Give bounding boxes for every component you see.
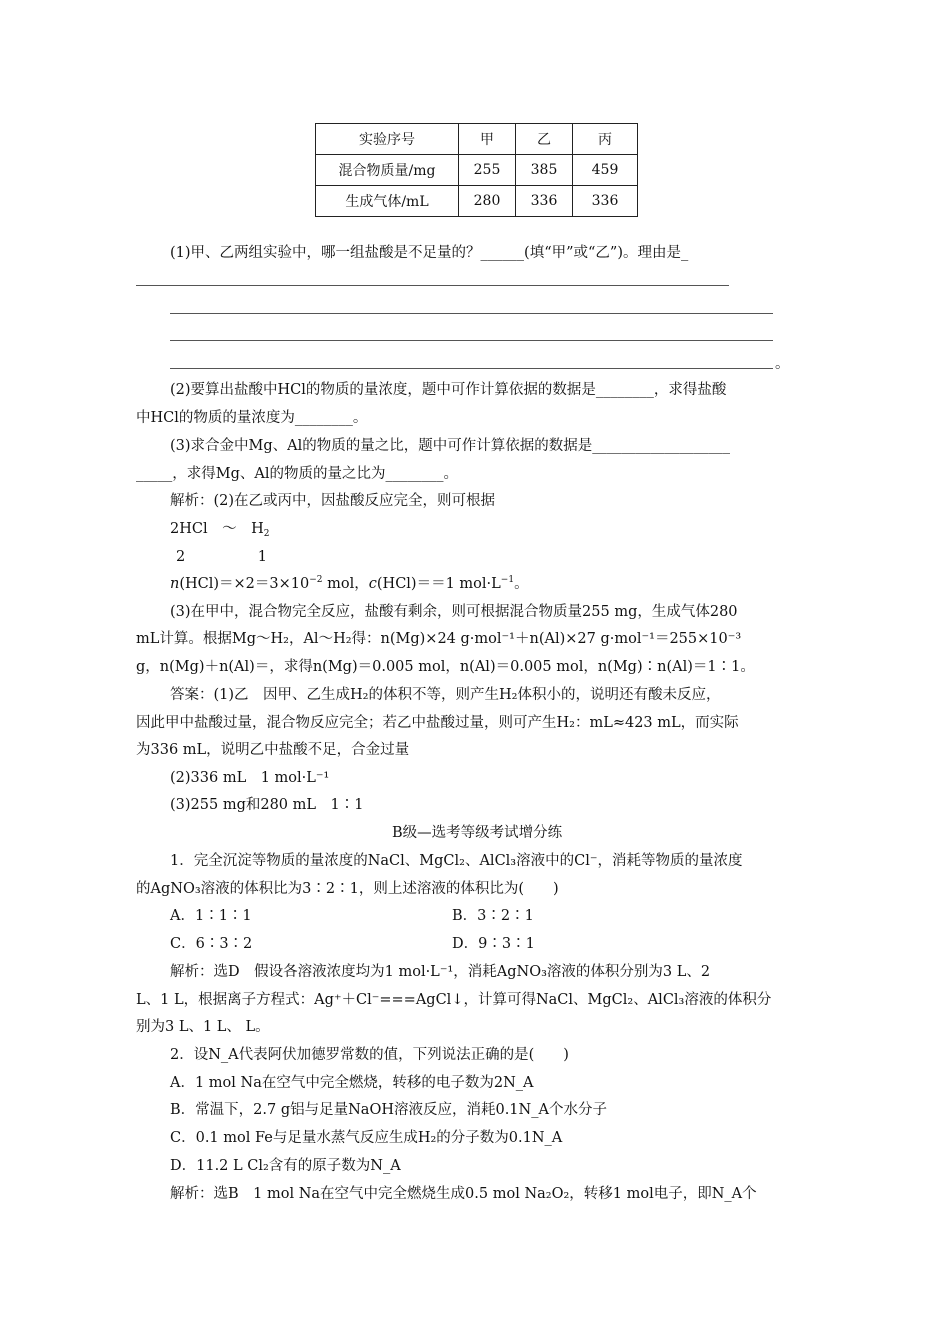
question-b2-stem: 2．设N_A代表阿伏加德罗常数的值，下列说法正确的是( ) bbox=[170, 1047, 569, 1063]
table-header-row bbox=[316, 124, 638, 155]
table-cell: 混合物质量/mg bbox=[316, 155, 459, 186]
answer-blank-line bbox=[170, 313, 773, 314]
table-row bbox=[316, 186, 638, 217]
option-c: C．6∶3∶2 bbox=[170, 936, 253, 952]
option-a: A．1∶1∶1 bbox=[170, 908, 252, 924]
table-cell: 255 bbox=[459, 155, 516, 186]
table-cell: 280 bbox=[459, 186, 516, 217]
equation-text: 2HCl ～ H bbox=[170, 521, 264, 537]
option-c: C．0.1 mol Fe与足量水蒸气反应生成H₂的分子数为0.1N_A bbox=[170, 1130, 563, 1146]
option-d: D．11.2 L Cl₂含有的原子数为N_A bbox=[170, 1158, 401, 1174]
question-3-line-2: _____，求得Mg、Al的物质的量之比为________。 bbox=[136, 466, 458, 482]
b2-analysis-line-1: 解析：选B 1 mol Na在空气中完全燃烧生成0.5 mol Na₂O₂，转移1 mol电子，即N_A个 bbox=[170, 1186, 757, 1202]
answer-blank-line bbox=[170, 368, 773, 369]
analysis-equation bbox=[170, 519, 269, 539]
data-table bbox=[315, 123, 638, 217]
answer-line-3: 为336 mL，说明乙中盐酸不足，合金过量 bbox=[136, 742, 410, 758]
analysis-calc-line: $n(HCl)=\times 2=3\times 10^{-2}$ mol，c(HCl)＝＝1 $mol\cdot L^{-1}$。 bbox=[170, 575, 529, 592]
analysis-line-6: mL计算。根据Mg～H₂，Al～H₂得：n(Mg)×24 g·mol⁻¹＋n(Al)×27 g·mol⁻¹＝255×10⁻³ bbox=[136, 631, 742, 647]
answer-line-5: (3)255 mg和280 mL 1∶1 bbox=[170, 797, 364, 813]
table-cell: 385 bbox=[516, 155, 573, 186]
table-cell: 336 bbox=[516, 186, 573, 217]
answer-blank-line bbox=[136, 285, 729, 286]
option-b: B．3∶2∶1 bbox=[452, 908, 534, 924]
analysis-line-1: 解析：(2)在乙或丙中，因盐酸反应完全，则可根据 bbox=[170, 493, 496, 509]
table-cell: 实验序号 bbox=[316, 124, 459, 155]
table-cell: 459 bbox=[573, 155, 638, 186]
period-mark: 。 bbox=[775, 356, 790, 372]
question-1-text: (1)甲、乙两组实验中，哪一组盐酸是不足量的？______(填“甲”或“乙”)。理由是_ bbox=[170, 245, 689, 261]
answer-blank-line bbox=[170, 340, 773, 341]
analysis-ratio: 2 1 bbox=[176, 549, 267, 565]
option-b: B．常温下，2.7 g铝与足量NaOH溶液反应，消耗0.1N_A个水分子 bbox=[170, 1102, 607, 1118]
answer-line-2: 因此甲中盐酸过量，混合物反应完全；若乙中盐酸过量，则可产生H₂：mL≈423 mL，而实际 bbox=[136, 715, 739, 731]
analysis-line-5: (3)在甲中，混合物完全反应，盐酸有剩余，则可根据混合物质量255 mg，生成气体280 bbox=[170, 604, 738, 620]
b1-analysis-line-3: 别为3 L、1 L、 L。 bbox=[136, 1019, 270, 1035]
question-2-line-1: (2)要算出盐酸中HCl的物质的量浓度，题中可作计算依据的数据是________，求得盐酸 bbox=[170, 382, 727, 398]
question-3-line-1: (3)求合金中Mg、Al的物质的量之比，题中可作计算依据的数据是___________________ bbox=[170, 438, 731, 454]
subscript: 2 bbox=[263, 529, 270, 539]
table-cell: 甲 bbox=[459, 124, 516, 155]
answer-line-4: (2)336 mL 1 mol·L⁻¹ bbox=[170, 770, 330, 786]
option-d: D．9∶3∶1 bbox=[452, 936, 535, 952]
table-cell: 336 bbox=[573, 186, 638, 217]
table-cell: 丙 bbox=[573, 124, 638, 155]
table-cell: 生成气体/mL bbox=[316, 186, 459, 217]
b1-analysis-line-2: L、1 L，根据离子方程式：Ag⁺＋Cl⁻===AgCl↓，计算可得NaCl、MgCl₂、AlCl₃溶液的体积分 bbox=[136, 992, 772, 1008]
table-row bbox=[316, 155, 638, 186]
analysis-line-7: g，n(Mg)＋n(Al)＝，求得n(Mg)＝0.005 mol，n(Al)＝0.005 mol，n(Mg)∶n(Al)＝1∶1。 bbox=[136, 659, 755, 675]
option-a: A．1 mol Na在空气中完全燃烧，转移的电子数为2N_A bbox=[170, 1075, 534, 1091]
question-b1-stem-1: 1．完全沉淀等物质的量浓度的NaCl、MgCl₂、AlCl₃溶液中的Cl⁻，消耗等物质的量浓度 bbox=[170, 853, 743, 869]
answer-line-1: 答案：(1)乙 因甲、乙生成H₂的体积不等，则产生H₂体积小的，说明还有酸未反应， bbox=[170, 687, 721, 703]
question-2-line-2: 中HCl的物质的量浓度为________。 bbox=[136, 410, 368, 426]
question-b1-stem-2: 的AgNO₃溶液的体积比为3∶2∶1，则上述溶液的体积比为( ) bbox=[136, 881, 559, 897]
b1-analysis-line-1: 解析：选D 假设各溶液浓度均为1 mol·L⁻¹，消耗AgNO₃溶液的体积分别为3 L、2 bbox=[170, 964, 711, 980]
section-title: B级—选考等级考试增分练 bbox=[392, 825, 563, 841]
table-cell: 乙 bbox=[516, 124, 573, 155]
